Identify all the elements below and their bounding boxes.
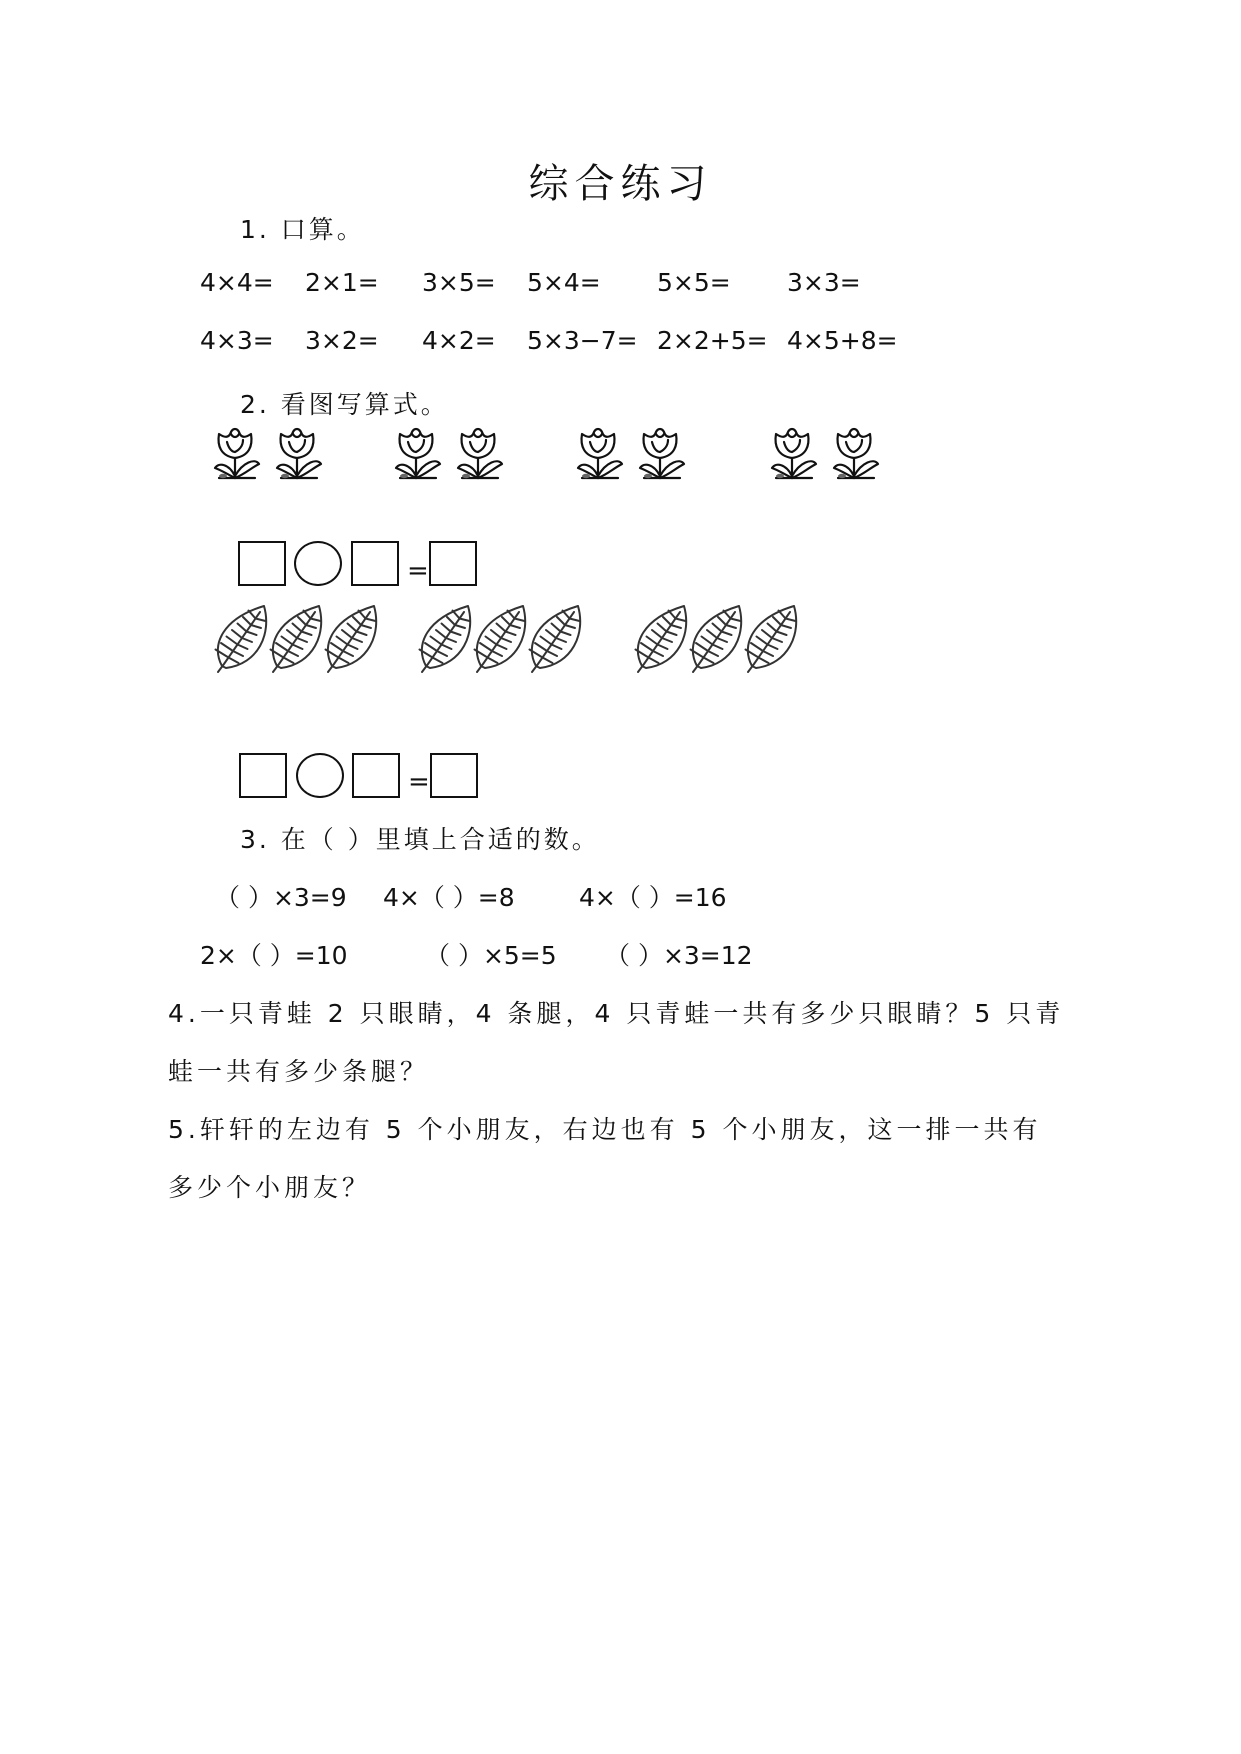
q1-item: 4×4= [200, 268, 274, 297]
leaf-icon [691, 606, 742, 672]
q1-item: 4×5+8= [787, 326, 898, 355]
leaf-icon [326, 606, 377, 672]
q1-item: 5×3−7= [527, 326, 638, 355]
operator-circle[interactable] [296, 753, 344, 798]
q1-item: 3×5= [422, 268, 496, 297]
q1-item: 2×2+5= [657, 326, 768, 355]
answer-box[interactable] [239, 753, 287, 798]
page-title: 综合练习 [528, 161, 713, 207]
q4-text: 4.一只青蛙 2 只眼睛，4 条腿，4 只青蛙一共有多少只眼睛？5 只青 [168, 999, 1065, 1028]
q3-item: （ ）×5=5 [425, 941, 557, 970]
q1-item: 4×2= [422, 326, 496, 355]
leaf-icon [216, 606, 267, 672]
q5-text: 多少个小朋友？ [168, 1173, 372, 1202]
q3-item: 4×（ ）=16 [579, 883, 727, 912]
q1-item: 3×3= [787, 268, 861, 297]
q2-heading: 2. 看图写算式。 [240, 390, 449, 419]
q3-item: 4×（ ）=8 [383, 883, 515, 912]
q4-text: 蛙一共有多少条腿？ [168, 1057, 430, 1086]
answer-box[interactable] [430, 753, 478, 798]
q5-text: 5.轩轩的左边有 5 个小朋友，右边也有 5 个小朋友，这一排一共有 [168, 1115, 1042, 1144]
leaf-icon [271, 606, 322, 672]
q1-item: 5×4= [527, 268, 601, 297]
leaf-icon [420, 606, 471, 672]
q1-heading: 1. 口算。 [240, 215, 365, 244]
leaf-icon [530, 606, 581, 672]
leaf-icon [636, 606, 687, 672]
q3-heading: 3. 在（ ）里填上合适的数。 [240, 825, 600, 854]
q3-item: （ ）×3=12 [605, 941, 753, 970]
leaf-icon [475, 606, 526, 672]
q1-item: 5×5= [657, 268, 731, 297]
q3-item: （ ）×3=9 [215, 883, 347, 912]
equals-sign: = [408, 767, 430, 797]
q3-item: 2×（ ）=10 [200, 941, 348, 970]
q1-item: 4×3= [200, 326, 274, 355]
q1-item: 2×1= [305, 268, 379, 297]
leaf-icon [746, 606, 797, 672]
answer-box[interactable] [352, 753, 400, 798]
q1-item: 3×2= [305, 326, 379, 355]
equals-sign: = [407, 556, 429, 586]
